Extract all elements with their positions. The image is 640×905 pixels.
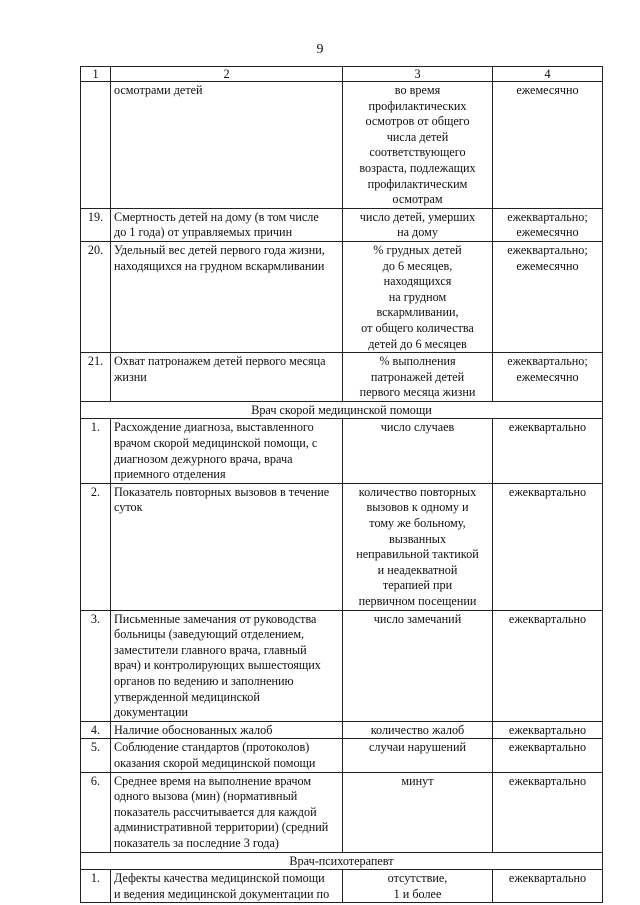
row-number: 21. (81, 353, 111, 402)
frequency-cell (493, 739, 603, 772)
criterion-cell-line: Наличие обоснованных жалоб (114, 722, 273, 737)
criterion-cell-line: оказания скорой медицинской помощи (114, 755, 316, 770)
frequency-cell-line: ежеквартально (508, 871, 587, 886)
frequency-cell-line: ежеквартально (508, 611, 587, 626)
criterion-cell (111, 772, 343, 852)
criterion-cell-line: Письменные замечания от руководства (114, 611, 317, 626)
criterion-cell-line: суток (114, 500, 143, 515)
row-number: 6. (81, 772, 111, 852)
measure-unit-cell-line: число замечаний (373, 611, 462, 626)
frequency-cell (493, 82, 603, 209)
table-row (81, 772, 603, 852)
row-number: 19. (81, 208, 111, 241)
measure-unit-cell-line: минут (401, 773, 434, 788)
frequency-cell-line: ежеквартально (508, 420, 587, 435)
measure-unit-cell-line: 1 и более (393, 886, 442, 901)
criterion-cell-line: врач) и контролирующих вышестоящих (114, 658, 321, 673)
criterion-cell-line: Расхождение диагноза, выставленного (114, 420, 314, 435)
criterion-cell-line: до 1 года) от управляемых причин (114, 225, 293, 240)
measure-unit-cell (343, 610, 493, 721)
criterion-cell (111, 82, 343, 209)
frequency-cell-line: ежеквартально; (507, 242, 588, 257)
table-row (81, 419, 603, 483)
section-title: Врач-психотерапевт (81, 852, 603, 870)
criterion-cell-line: врачом скорой медицинской помощи, с (114, 436, 318, 451)
measure-unit-cell-line: число детей, умерших (359, 209, 476, 224)
criterion-cell-line: больницы (заведующий отделением, (114, 627, 305, 642)
criterion-cell (111, 721, 343, 739)
table-row (81, 208, 603, 241)
criterion-cell (111, 739, 343, 772)
frequency-cell-line: ежемесячно (516, 83, 579, 97)
measure-unit-cell-line: патронажей детей (370, 369, 465, 384)
measure-unit-cell-line: находящихся (383, 274, 452, 289)
criterion-cell-line: показатель за последние 3 года) (114, 835, 279, 850)
measure-unit-cell-line: профилактическим (367, 176, 468, 191)
criterion-cell-line: одного вызова (мин) (нормативный (114, 789, 298, 804)
frequency-cell (493, 483, 603, 610)
measure-unit-cell (343, 353, 493, 402)
criterion-cell-line: Соблюдение стандартов (протоколов) (114, 740, 310, 755)
frequency-cell (493, 353, 603, 402)
table-header-row (81, 67, 603, 82)
row-number: 2. (81, 483, 111, 610)
row-number (81, 82, 111, 209)
table-row (81, 241, 603, 352)
frequency-cell-line: ежеквартально (508, 773, 587, 788)
table-row (81, 82, 603, 209)
criterion-cell-line: утвержденной медицинской (114, 689, 260, 704)
measure-unit-cell (343, 241, 493, 352)
criterion-cell-line: Среднее время на выполнение врачом (114, 773, 312, 788)
measure-unit-cell-line: на дому (397, 225, 438, 240)
frequency-cell-line: ежемесячно (516, 258, 579, 273)
measure-unit-cell (343, 82, 493, 209)
frequency-cell-line: ежемесячно (516, 369, 579, 384)
measure-unit-cell-line: первого месяца жизни (359, 385, 476, 400)
section-title: Врач скорой медицинской помощи (81, 401, 603, 419)
criterion-cell (111, 610, 343, 721)
table-row (81, 483, 603, 610)
criterion-cell-line: органов по ведению и заполнению (114, 673, 294, 688)
row-number: 4. (81, 721, 111, 739)
criterion-cell-line: Дефекты качества медицинской помощи (114, 871, 325, 886)
criterion-cell (111, 870, 343, 903)
criterion-cell (111, 419, 343, 483)
criterion-cell (111, 353, 343, 402)
page-number: 9 (316, 42, 324, 57)
criterion-cell-line: приемного отделения (114, 467, 226, 482)
frequency-cell (493, 610, 603, 721)
criterion-cell-line: находящихся на грудном вскармливании (114, 258, 325, 273)
measure-unit-cell (343, 483, 493, 610)
table-row (81, 721, 603, 739)
frequency-cell (493, 419, 603, 483)
measure-unit-cell-line: первичном посещении (358, 594, 477, 608)
measure-unit-cell-line: до 6 месяцев, (382, 258, 453, 273)
criterion-cell-line: Показатель повторных вызовов в течение (114, 484, 330, 499)
measure-unit-cell-line: тому же больному, (369, 516, 466, 531)
measure-unit-cell (343, 870, 493, 903)
row-number: 3. (81, 610, 111, 721)
table-row (81, 353, 603, 402)
frequency-cell-line: ежеквартально (508, 484, 587, 499)
table-row (81, 870, 603, 903)
measure-unit-cell-line: случаи нарушений (368, 740, 466, 755)
measure-unit-cell-line: вызовов к одному и (366, 500, 469, 515)
measure-unit-cell-line: вызванных (388, 531, 447, 546)
criterion-cell-line: документации (114, 705, 189, 720)
measure-unit-cell (343, 419, 493, 483)
header-cell-number: 1 (81, 67, 111, 82)
measure-unit-cell-line: вскармливании, (376, 305, 459, 320)
criterion-cell-line: и ведения медицинской документации по (114, 886, 330, 901)
measure-unit-cell (343, 721, 493, 739)
header-cell-criterion: 2 (111, 67, 343, 82)
measure-unit-cell (343, 772, 493, 852)
measure-unit-cell-line: и неадекватной (377, 562, 458, 577)
criterion-cell-line: диагнозом дежурного врача, врача (114, 451, 293, 466)
measure-unit-cell-line: % грудных детей (373, 242, 462, 257)
row-number: 20. (81, 241, 111, 352)
criterion-cell-line: заместители главного врача, главный (114, 642, 307, 657)
measure-unit-cell (343, 208, 493, 241)
criterion-cell-line: Охват патронажем детей первого месяца (114, 354, 326, 369)
measure-unit-cell-line: неправильной тактикой (356, 547, 479, 562)
frequency-cell-line: ежеквартально (508, 740, 587, 755)
measure-unit-cell-line: терапией при (382, 578, 453, 593)
frequency-cell (493, 208, 603, 241)
table-row (81, 739, 603, 772)
criterion-cell-line: жизни (114, 369, 147, 384)
measure-unit-cell-line: во время (394, 83, 441, 97)
measure-unit-cell-line: на грудном (388, 289, 447, 304)
criterion-cell-line: осмотрами детей (114, 83, 203, 97)
criterion-cell-line: административной территории) (средний (114, 820, 329, 835)
criterion-cell-line: показатель рассчитывается для каждой (114, 804, 317, 819)
frequency-cell-line: ежемесячно (516, 225, 579, 240)
criterion-cell-line: Удельный вес детей первого года жизни, (114, 242, 325, 257)
criterion-cell (111, 483, 343, 610)
frequency-cell (493, 721, 603, 739)
measure-unit-cell (343, 739, 493, 772)
measure-unit-cell-line: осмотров от общего (365, 114, 470, 129)
table-row (81, 610, 603, 721)
frequency-cell (493, 241, 603, 352)
row-number: 1. (81, 870, 111, 903)
measure-unit-cell-line: числа детей (386, 129, 449, 144)
measure-unit-cell-line: отсутствие, (387, 871, 448, 886)
section-header-row (81, 401, 603, 419)
frequency-cell (493, 870, 603, 903)
measure-unit-cell-line: соответствующего (369, 145, 466, 160)
measure-unit-cell-line: число случаев (380, 420, 455, 435)
row-number: 5. (81, 739, 111, 772)
frequency-cell-line: ежеквартально; (507, 209, 588, 224)
measure-unit-cell-line: количество повторных (358, 484, 477, 499)
measure-unit-cell-line: возраста, подлежащих (359, 160, 476, 175)
measure-unit-cell-line: детей до 6 месяцев (368, 336, 467, 351)
measure-unit-cell-line: % выполнения (379, 354, 456, 369)
criterion-cell (111, 208, 343, 241)
frequency-cell-line: ежеквартально; (507, 354, 588, 369)
measure-unit-cell-line: от общего количества (361, 320, 474, 335)
row-number: 1. (81, 419, 111, 483)
measure-unit-cell-line: профилактических (368, 98, 467, 113)
measure-unit-cell-line: количество жалоб (370, 722, 465, 737)
section-header-row (81, 852, 603, 870)
header-cell-frequency: 4 (493, 67, 603, 82)
criteria-table (80, 66, 603, 903)
criterion-cell-line: Смертность детей на дому (в том числе (114, 209, 319, 224)
measure-unit-cell-line: осмотрам (392, 192, 443, 207)
frequency-cell-line: ежеквартально (508, 722, 587, 737)
frequency-cell (493, 772, 603, 852)
criterion-cell (111, 241, 343, 352)
header-cell-unit: 3 (343, 67, 493, 82)
